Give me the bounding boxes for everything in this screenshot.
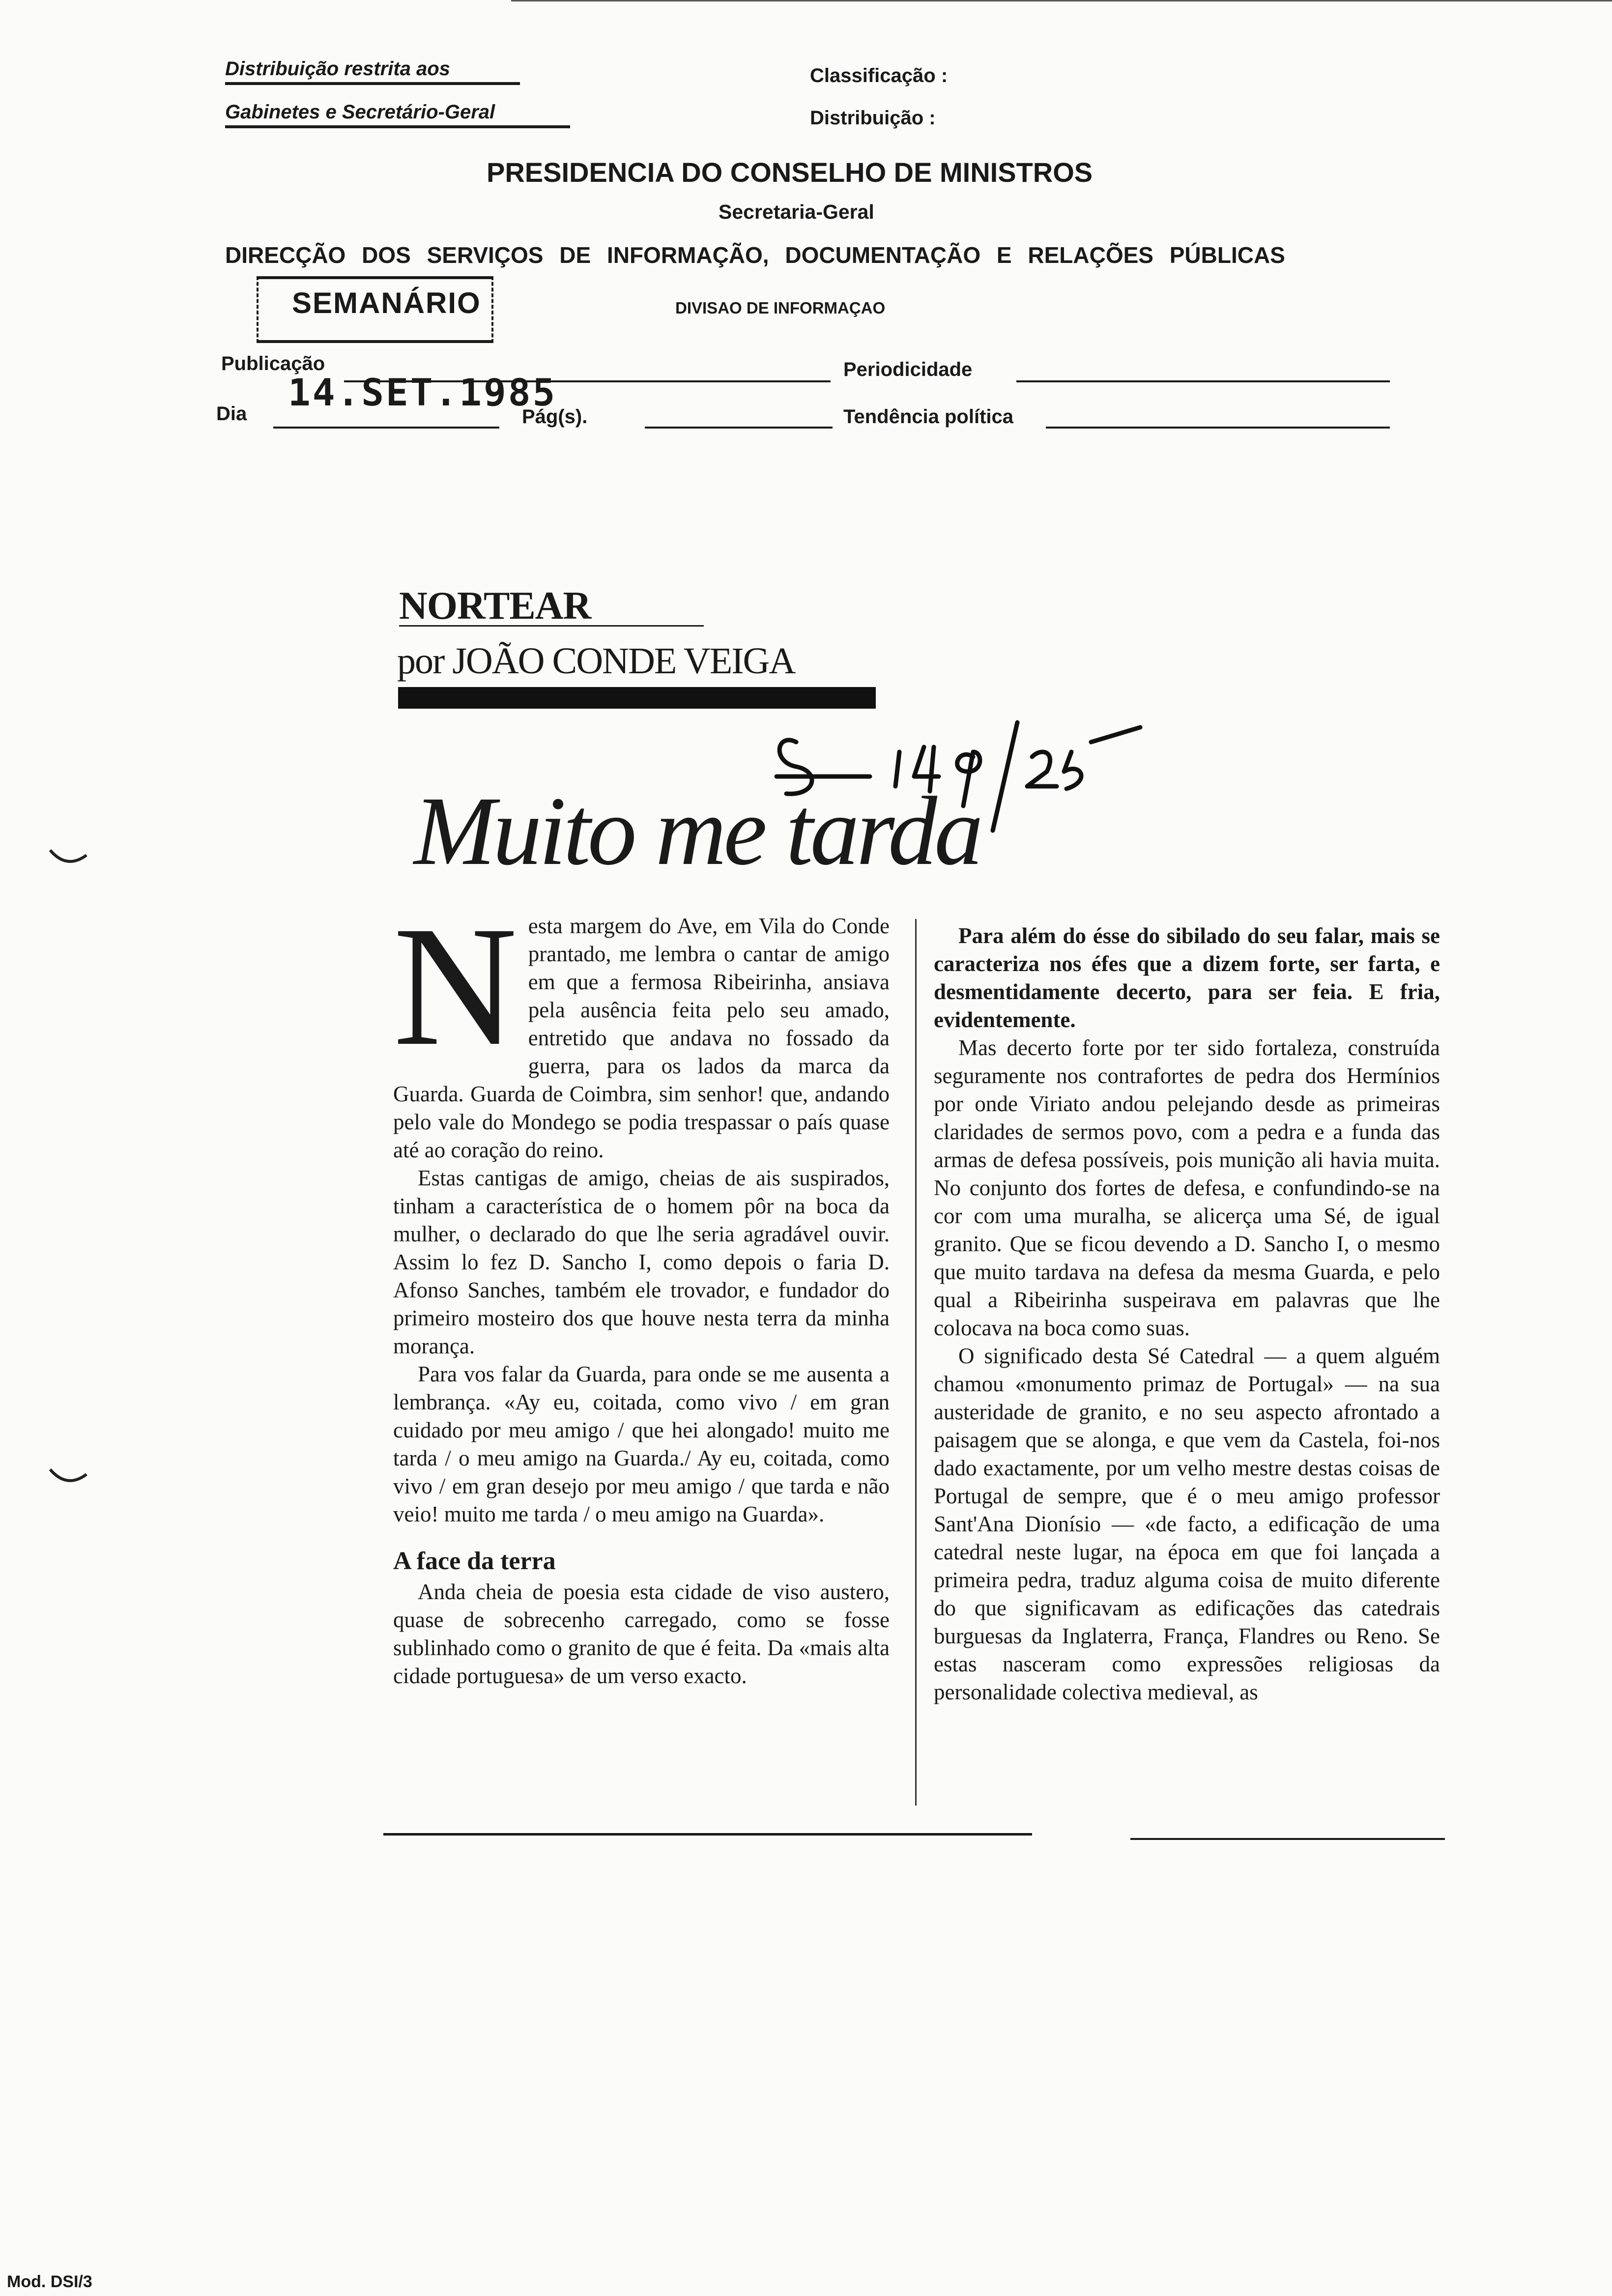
- handwritten-date-annotation: [767, 703, 1170, 890]
- pages-label: Pág(s).: [522, 406, 588, 428]
- col2-paragraph-2: Mas decerto forte por ter sido fortaleza, construída seguramente nos contrafortes de pedra dos Hermínios por onde Viriato andou pelejando desde as primeiras claridades de sermos povo, com a pedra e a funda das armas de defesa possíveis, pois munição ali havia muita. No conjunto dos fortes de defesa, e confundindo-se na cor com uma muralha, se alicerça uma Sé, de igual granito. Que se ficou devendo a D. Sancho I, o mesmo que muito tardava na defesa da mesma Guarda, e pelo qual a Ribeirinha suspeirava em palavras que lhe colocava na boca como suas.: [934, 1035, 1440, 1340]
- periodicity-field-line: [1016, 380, 1390, 382]
- article-column-2: [934, 922, 1440, 1706]
- publication-stamp-frame: [257, 276, 493, 343]
- column-separator: [915, 919, 917, 1806]
- pages-field-line: [645, 427, 833, 429]
- secretariat-title: Secretaria-Geral: [719, 201, 874, 223]
- col2-paragraph-1: Para além do ésse do sibilado do seu falar, mais se caracteriza nos éfes que a dizem forte, ser farta, e desmentidamente decerto, para ser feia. E fria, evidentemente.: [934, 923, 1440, 1032]
- article-title: Muito me tarda: [414, 777, 980, 886]
- day-label: Dia: [216, 403, 247, 425]
- bottom-rule-right: [1130, 1838, 1445, 1840]
- top-edge-rule: [511, 0, 1612, 1]
- section-underline: [399, 625, 704, 627]
- drop-cap: N: [393, 912, 518, 1081]
- col1-paragraph-3: Para vos falar da Guarda, para onde se me ausenta a lembrança. «Ay eu, coitada, como vivo / em gran cuidado por meu amigo / que hei alongado! muito me tarda / o meu amigo na Guarda./ Ay eu, coitada, como vivo / em gran desejo por meu amigo / que tarda e não veio! muito me tarda / o meu amigo na Guarda».: [393, 1362, 890, 1526]
- col1-paragraph-4: Anda cheia de poesia esta cidade de viso austero, quase de sobrecenho carregado, como se fosse sublinhado como o granito de que é feita. Da «mais alta cidade portuguesa» de um verso exacto.: [393, 1579, 890, 1688]
- distribution-label: Distribuição :: [810, 107, 936, 129]
- periodicity-label: Periodicidade: [843, 359, 973, 380]
- distribution-offices-line: Gabinetes e Secretário-Geral: [225, 101, 570, 128]
- publication-stamp: SEMANÁRIO: [292, 287, 481, 319]
- col1-paragraph-1: esta margem do Ave, em Vila do Conde prantado, me lembra o cantar de amigo em que a fermosa Ribeirinha, ansiava pela ausência feita pelo seu amado, entretido que andava no fossado da guerra, para os lados da marca da Guarda. Guarda de Coimbra, sim senhor! que, andando pelo vale do Mondego se podia trespassar o país quase até ao coração do reino.: [393, 914, 890, 1162]
- scan-mark-1: [47, 845, 91, 875]
- division-label: DIVISAO DE INFORMAÇAO: [675, 299, 886, 317]
- bottom-rule-left: [383, 1833, 1032, 1836]
- publication-label: Publicação: [221, 353, 325, 374]
- day-field-line: [273, 427, 499, 429]
- political-tendency-field-line: [1046, 427, 1390, 429]
- political-tendency-label: Tendência política: [843, 406, 1013, 428]
- ministry-title: PRESIDENCIA DO CONSELHO DE MINISTROS: [487, 157, 1093, 188]
- col2-paragraph-3: O significado desta Sé Catedral — a quem alguém chamou «monumento primaz de Portugal» — na sua austeridade de granito, e no seu aspecto afrontado a paisagem que se alonga, e que vem da Castela, foi-nos dado exactamente, por um velho mestre destas coisas de Portugal de sempre, que é o meu amigo professor Sant'Ana Dionísio — «de facto, a edificação de uma catedral neste lugar, na época em que foi lançada a primeira pedra, traduz alguma coisa de muito diferente do que significavam as edificações das catedrais burguesas da Inglaterra, França, Flandres ou Reno. Se estas nasceram como expressões religiosas da personalidade colectiva medieval, as: [934, 1344, 1440, 1704]
- col1-paragraph-2: Estas cantigas de amigo, cheias de ais suspirados, tinham a característica de o homem pôr na boca da mulher, o declarado do que lhe seria agradável ouvir. Assim lo fez D. Sancho I, como depois o faria D. Afonso Sanches, também ele trovador, e fundador do primeiro mosteiro dos que houve nesta terra da minha morança.: [393, 1166, 890, 1358]
- form-code: Mod. DSI/3: [7, 2272, 92, 2291]
- directorate-title: DIRECÇÃO DOS SERVIÇOS DE INFORMAÇÃO, DOCUMENTAÇÃO E RELAÇÕES PÚBLICAS: [225, 242, 1285, 268]
- article-column-1: [393, 912, 890, 1690]
- distribution-restricted-line: Distribuição restrita aos: [225, 58, 520, 85]
- subheading: A face da terra: [393, 1547, 556, 1575]
- scan-mark-2: [47, 1464, 91, 1494]
- section-title: NORTEAR: [399, 584, 591, 628]
- byline: por JOÃO CONDE VEIGA: [397, 640, 795, 682]
- date-stamp: 14.SET.1985: [288, 371, 557, 414]
- classification-label: Classificação :: [810, 65, 948, 86]
